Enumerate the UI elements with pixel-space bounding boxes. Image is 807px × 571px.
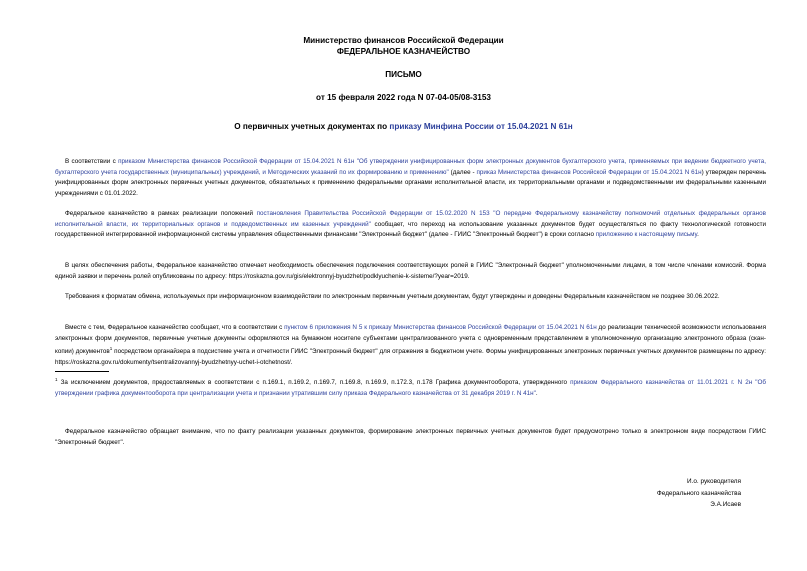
p5-text-c: посредством органайзера в подсистеме учета и отчетности ГИИС "Электронный бюджет" для отражения в бюджетном учете. Формы унифицированных электронных первичных учетных документов размещены по адресу: https://roskazna.gov.ru/dokumenty/tsentralizovannyj-byudzhetnyy-uchet-i-otchetnost/. [55,348,766,366]
doc-date-number: от 15 февраля 2022 года N 07-04-05/08-3153 [316,93,491,102]
p5-text-b: до реализации технической возможности использования электронных форм документов, первичные учетные документы оформляются на бумажном носителе субъектами централизованного учета с одновременным представлением в уполномоченную организацию электронного образа (скан-копии) документов [55,324,766,356]
doc-title [0,122,807,131]
paragraph-5 [55,323,766,368]
footnote [55,375,766,399]
p5-appendix-link[interactable]: пунктом 6 приложения N 5 к приказу Министерства финансов Российской Федерации от 15.04.2021 N 61н [284,324,597,331]
signature-position-2: Федерального казначейства [656,490,741,497]
signature-position-1: И.о. руководителя [687,478,741,485]
footnote-separator [55,371,109,372]
p2-text-a: Федеральное казначейство в рамках реализации положений [65,210,257,217]
p1-order-short-link[interactable]: приказ Министерства финансов Российской Федерации от 15.04.2021 N 61н [476,168,702,176]
paragraph-4: Требования к форматам обмена, используемых при информационном взаимодействии по электронным первичным учетным документам, будут утверждены и доведены Федеральным казначейством не позднее 30.06.2022. [65,293,720,300]
p5-text-a: Вместе с тем, Федеральное казначейство сообщает, что в соответствии с [65,324,285,331]
paragraph-3: В целях обеспечения работы, Федеральное казначейство отмечает необходимость обеспечения подключения соответствующих ролей в ГИИС "Электронный бюджет" уполномоченными лицами, в том числе членами комиссий. Форма единой заявки и перечень ролей опубликованы по адресу: https://roskazna.gov.ru/gis/elektronnyj-byudzhet/podklyuchenie-k-sisteme/?year=2019. [55,262,766,280]
footnote-ref[interactable]: 1 [109,346,113,352]
paragraph-6: Федеральное казначейство обращает внимание, что по факту реализации указанных документов, формирование электронных первичных учетных документов будет предусмотрено только в электронном виде посредством ГИИС "Электронный бюджет". [55,428,766,446]
title-order-link[interactable]: приказу Минфина России от 15.04.2021 N 61н [389,122,573,131]
footnote-mark: 1 [55,377,58,382]
doc-type: ПИСЬМО [385,70,422,79]
p2-appendix-link[interactable]: приложению к настоящему письму [595,231,698,239]
p1-text-c: ) утвержден перечень унифицированных форм электронных первичных учетных документов, обязательных к применению федеральными органами исполнительной власти, их территориальными органами и подведомственными им федеральными казенными учреждениями с 01.01.2022. [55,168,767,197]
signature-name: Э.А.Исаев [710,501,741,508]
ministry-heading: Министерство финансов Российской Федерации [303,36,504,45]
agency-heading: ФЕДЕРАЛЬНОЕ КАЗНАЧЕЙСТВО [336,47,471,56]
p2-text-c: . [697,231,699,239]
paragraph-1 [55,157,766,199]
p2-resolution-link[interactable]: постановления Правительства Российской Федерации от 15.02.2020 N 153 "О передаче Федеральному казначейству полномочий отдельных федеральных органов исполнительной власти, их территориальных органов и подведомственных им казенных учреждений" [55,210,766,228]
footnote-text-b: . [535,389,538,397]
title-prefix: О первичных учетных документах по [234,122,390,131]
p1-text-b: (далее - [448,168,477,176]
p2-text-b: сообщает, что переход на использование указанных документов будет осуществляться по факту технологической готовности государственной интегрированной информационной системы управления общественными финансами "Электронный бюджет" (далее - ГИИС "Электронный бюджет") в сроки согласно [55,220,766,239]
p1-order-link[interactable]: приказом Министерства финансов Российской Федерации от 15.04.2021 N 61н "Об утверждении унифицированных форм электронных документов бухгалтерского учета, применяемых при ведении бюджетного учета, бухгалтерского учета государственных (муниципальных) учреждений, и Методических указаний по их формированию и применению" [55,158,767,176]
p1-text-a: В соответствии с [65,158,119,165]
paragraph-2 [55,209,766,241]
footnote-text-a: За исключением документов, предоставляемых в соответствии с п.169.1, п.169.2, п.169.7, п.169.8, п.169.9, п.172.3, п.178 Графика документооборота, утвержденного [57,379,571,387]
footnote-order-link[interactable]: приказом Федерального казначейства от 11.01.2021 г. N 2н "Об утверждении графика документооборота при централизации учета и признании утратившим силу приказа Федерального казначейства от 31 декабря 2019 г. N 41н" [55,379,767,397]
